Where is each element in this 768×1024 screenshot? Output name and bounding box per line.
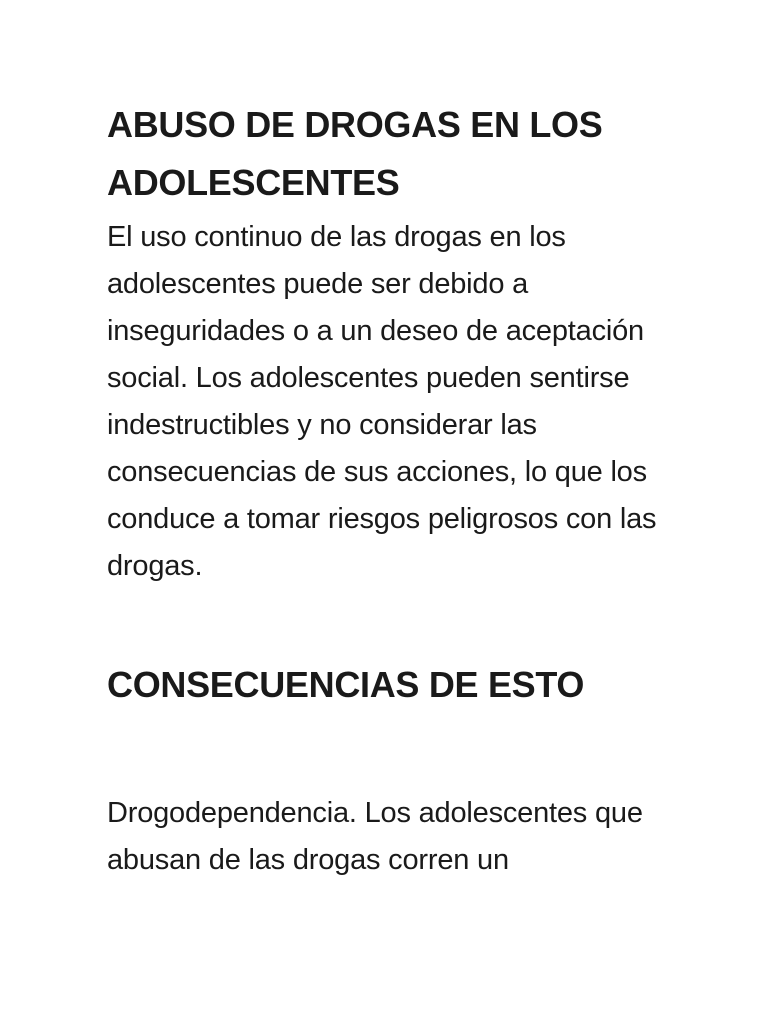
paragraph-drogodependencia: Drogodependencia. Los adolescentes que abusan de las drogas corren un [107, 797, 643, 876]
paragraph-uso-continuo: El uso continuo de las drogas en los adolescentes puede ser debido a inseguridades o a un deseo de aceptación social. Los adolescentes pueden sentirse indestructibles y no considerar las consecuencias de sus acciones, lo que los conduce a tomar riesgos peligrosos con las drogas. [107, 221, 657, 582]
document-content [107, 96, 687, 884]
heading-consecuencias: CONSECUENCIAS DE ESTO [107, 664, 585, 705]
heading-abuso-de-drogas: ABUSO DE DROGAS EN LOS ADOLESCENTES [107, 104, 603, 203]
